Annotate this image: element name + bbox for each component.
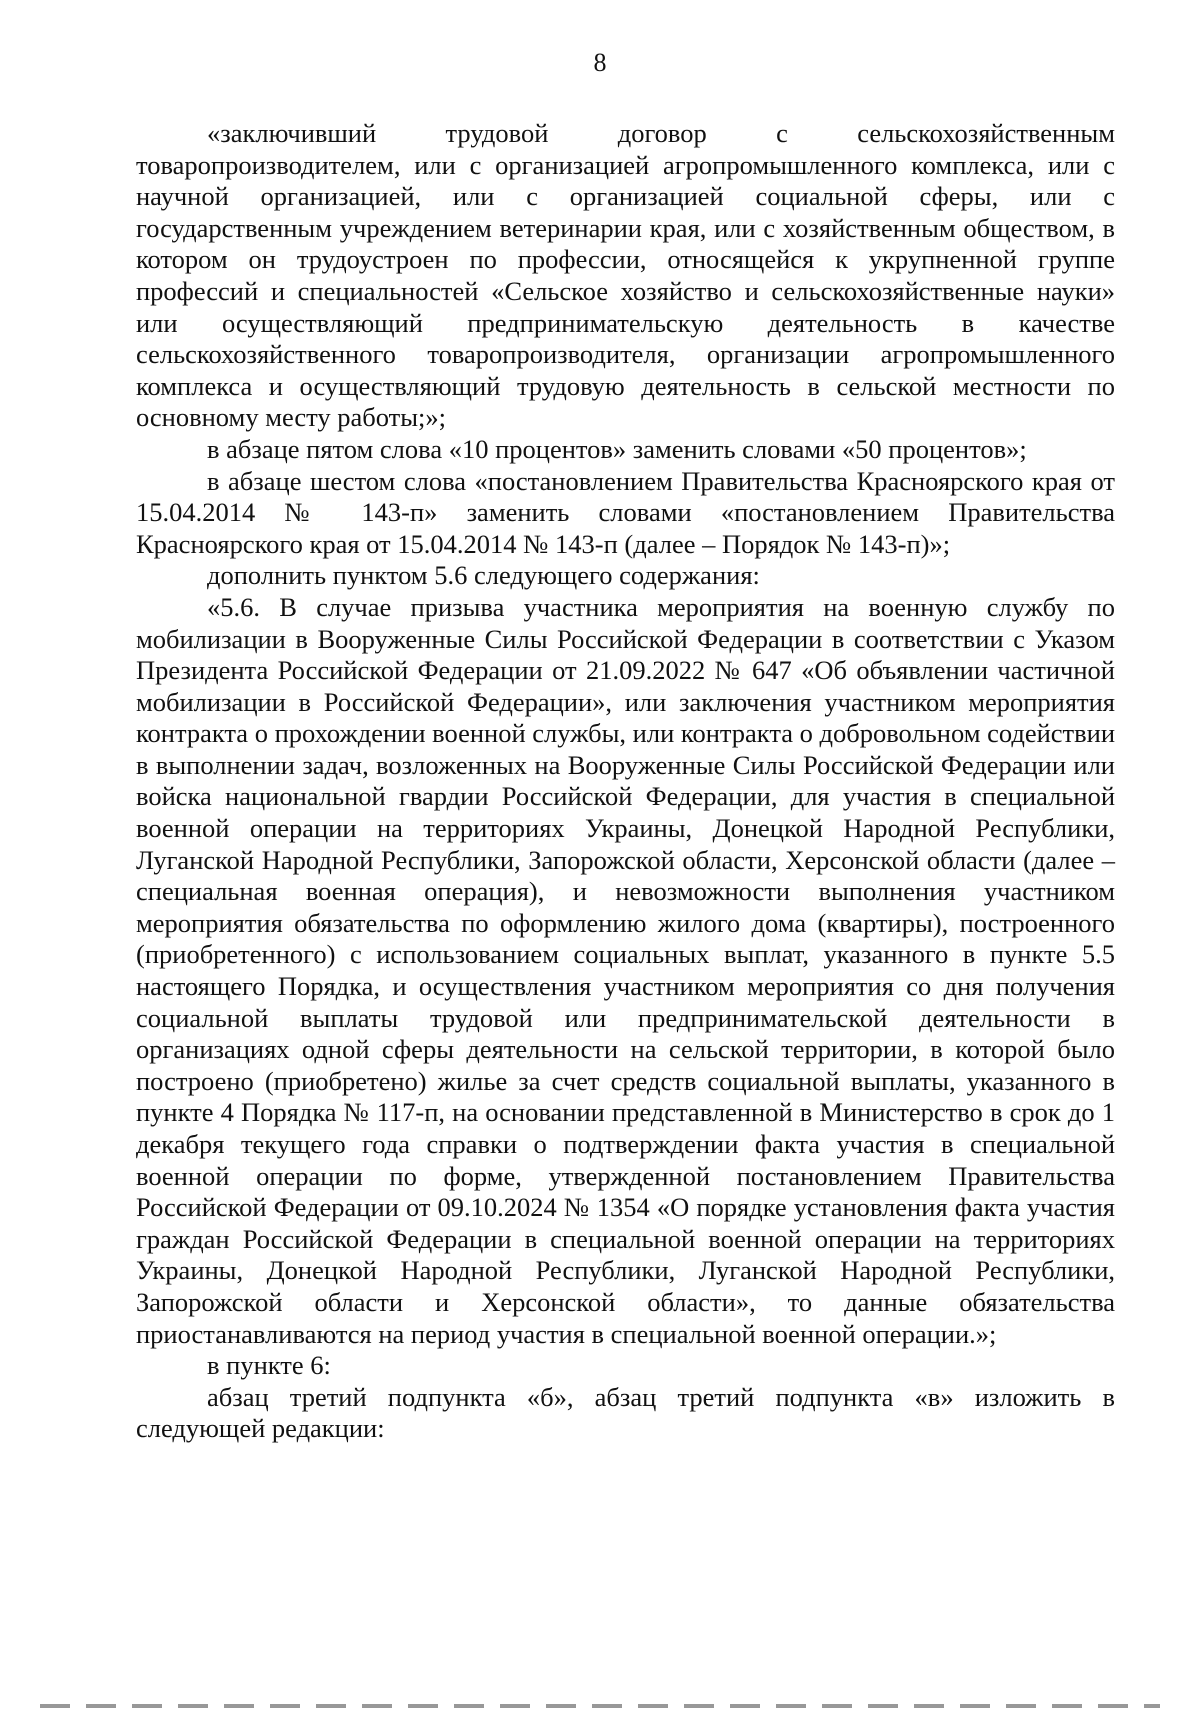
paragraph-quoted-definition: «заключивший трудовой договор с сельскохозяйственным товаропроизводителем, или с организацией агропромышленного комплекса, или с научной организацией, или с организацией социальной сферы, или с государственным учреждением ветеринарии края, или с хозяйственным обществом, в котором он трудоустроен по профессии, относящейся к укрупненной группе профессий и специальностей «Сельское хозяйство и сельскохозяйственные науки» или осуществляющий предпринимательскую деятельность в качестве сельскохозяйственного товаропроизводителя, организации агропромышленного комплекса и осуществляющий трудовую деятельность в сельской местности по основному месту работы;»;	[136, 118, 1115, 433]
page-number: 8	[593, 48, 607, 77]
paragraph-point-5-6-text: «5.6. В случае призыва участника мероприятия на военную службу по мобилизации в Вооруженные Силы Российской Федерации в соответствии с Указом Президента Российской Федерации от 21.09.2022 № 647 «Об объявлении частичной мобилизации в Российской Федерации», или заключения участником мероприятия контракта о прохождении военной службы, или контракта о добровольном содействии в выполнении задач, возложенных на Вооруженные Силы Российской Федерации или войска национальной гвардии Российской Федерации, для участия в специальной военной операции на территориях Украины, Донецкой Народной Республики, Луганской Народной Республики, Запорожской области, Херсонской области (далее – специальная военная операция), и невозможности выполнения участником мероприятия обязательства по оформлению жилого дома (квартиры), построенного (приобретенного) с использованием социальных выплат, указанного в пункте 5.5 настоящего Порядка, и осуществления участником мероприятия со дня получения социальной выплаты трудовой или предпринимательской деятельности в организациях одной сферы деятельности на сельской территории, в которой было построено (приобретено) жилье за счет средств социальной выплаты, указанного в пункте 4 Порядка № 117-п, на основании представленной в Министерство в срок до 1 декабря текущего года справки о подтверждении факта участия в специальной военной операции по форме, утвержденной постановлением Правительства Российской Федерации от 09.10.2024 № 1354 «О порядке установления факта участия граждан Российской Федерации в специальной военной операции на территориях Украины, Донецкой Народной Республики, Луганской Народной Республики, Запорожской области и Херсонской области», то данные обязательства приостанавливаются на период участия в специальной военной операции.»;	[136, 591, 1115, 1349]
document-body	[136, 118, 1115, 1445]
paragraph-amend-abzac-6: в абзаце шестом слова «постановлением Правительства Красноярского края от 15.04.2014 № 143-п» заменить словами «постановлением Правительства Красноярского края от 15.04.2014 № 143-п (далее – Порядок № 143-п)»;	[136, 465, 1115, 559]
paragraph-add-point-5-6: дополнить пунктом 5.6 следующего содержания:	[207, 560, 760, 591]
scan-edge-artifact	[40, 1704, 1160, 1708]
paragraph-point-6: в пункте 6:	[207, 1350, 331, 1381]
paragraph-amend-abzac-5: в абзаце пятом слова «10 процентов» заменить словами «50 процентов»;	[207, 433, 1027, 464]
paragraph-point-6-subpoints: абзац третий подпункта «б», абзац третий подпункта «в» изложить в следующей редакции:	[136, 1381, 1115, 1444]
